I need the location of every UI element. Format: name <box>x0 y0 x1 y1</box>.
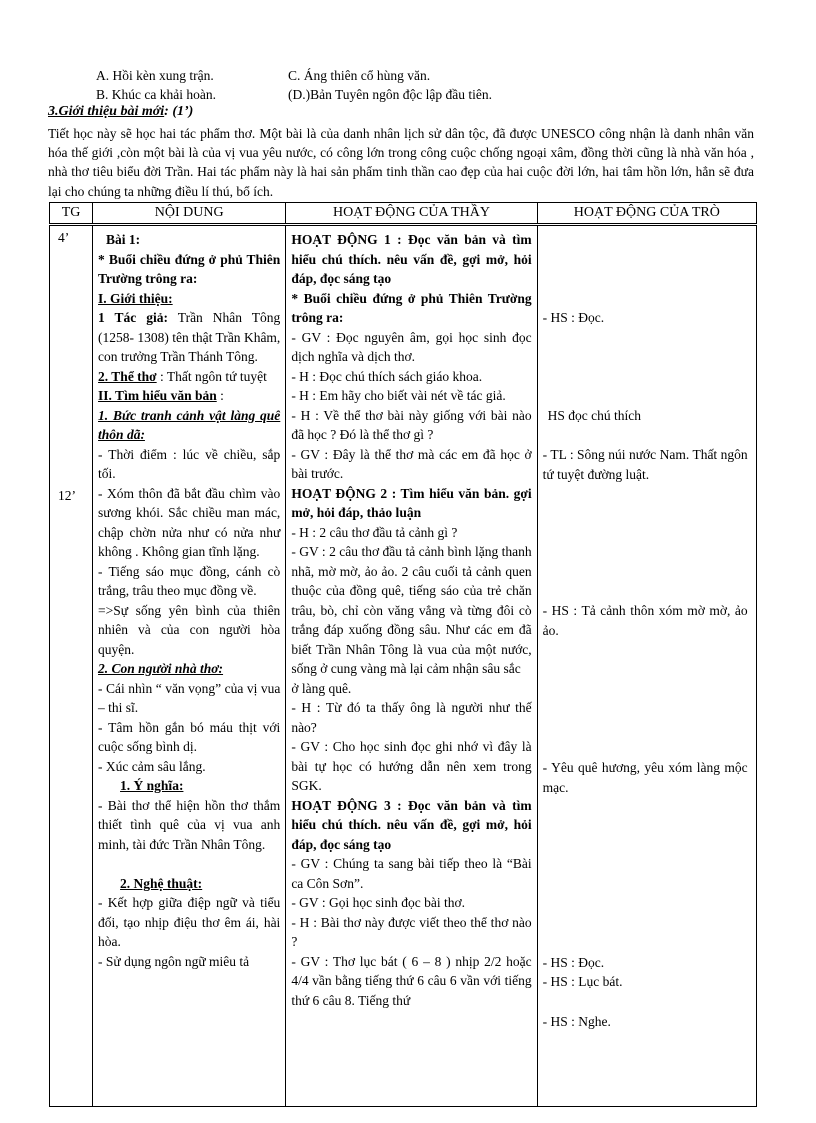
section-title: 3.Giới thiệu bài mới <box>48 104 165 119</box>
student-line: - Yêu quê hương, yêu xóm làng mộc mạc. <box>542 760 748 795</box>
content-line: - GV : Cho học sinh đọc ghi nhớ vì đây là bài tự học có hướng dẫn nên xem trong SGK. <box>291 739 532 793</box>
heading-gioithieu: I. Giới thiệu: <box>98 290 173 306</box>
content-line: - H : Bài thơ này được viết theo thể thơ nào ? <box>291 914 532 949</box>
header-noidung: NỘI DUNG <box>93 203 286 225</box>
student-line: HS đọc chú thích <box>547 408 642 423</box>
content-line: - GV : 2 câu thơ đầu tả cảnh bình lặng thanh nhã, mờ mờ, ảo ảo. 2 câu cuối tả cảnh quen thuộc của đồng quê, tiếng sáo của trẻ chăn trâu, bò, chỉ còn văng vẳng và từng đôi cò trắng đáp xuống đồng sâu. Như các em đã biết Trần Nhân Tông là vua của một nước, sống ở cung vàng mà lại cảm nhận sâu sắc <box>291 544 532 676</box>
section-time: : (1’) <box>164 104 194 119</box>
text-theotho: : Thất ngôn tứ tuyệt <box>156 368 267 384</box>
thay-cell <box>286 225 537 1107</box>
content-line: - Cái nhìn “ văn vọng” của vị vua – thi sĩ. <box>98 680 281 715</box>
content-line: - Tâm hồn gắn bó máu thịt với cuộc sống bình dị. <box>98 719 281 754</box>
content-line: - Sử dụng ngôn ngữ miêu tả <box>98 953 250 969</box>
label-theotho: 2. Thể thơ <box>98 368 157 384</box>
content-line: - GV : Đây là thể thơ mà các em đã học ở bài trước. <box>291 446 532 481</box>
content-line: ở làng quê. <box>291 680 352 696</box>
heading-buctranh: 1. Bức tranh cảnh vật làng quê thôn dã: <box>98 407 281 442</box>
student-line: - HS : Tả cảnh thôn xóm mờ mờ, ảo ảo. <box>542 603 748 638</box>
student-line: - TL : Sông núi nước Nam. Thất ngôn tứ tuyệt đường luật. <box>542 447 748 482</box>
header-tg: TG <box>50 203 93 225</box>
section-heading <box>48 104 193 120</box>
table-header-row <box>50 203 757 225</box>
content-line: - H : Từ đó ta thấy ông là người như thế nào? <box>291 700 532 735</box>
activity-heading: HOẠT ĐỘNG 3 : Đọc văn bản và tìm hiểu chú thích. nêu vấn đề, gợi mở, hỏi đáp, đọc sáng tạo <box>291 797 532 852</box>
option-a: A. Hồi kèn xung trận. <box>96 68 214 83</box>
heading-timhieu: II. Tìm hiểu văn bản <box>98 388 217 403</box>
heading-nghethuat: 2. Nghệ thuật: <box>120 875 203 891</box>
student-line: - HS : Đọc. <box>542 310 605 325</box>
lesson-number: Bài 1: <box>106 232 141 247</box>
content-line: - H : Em hãy cho biết vài nét về tác giả. <box>291 388 506 403</box>
colon: : <box>216 388 224 403</box>
content-line: =>Sự sống yên bình của thiên nhiên và của con người hòa quyện. <box>98 602 281 657</box>
heading-connguoi: 2. Con người nhà thơ: <box>98 661 224 676</box>
header-tro: HOẠT ĐỘNG CỦA TRÒ <box>537 203 756 225</box>
header-thay: HOẠT ĐỘNG CỦA THẦY <box>286 203 537 225</box>
content-line: - Tiếng sáo mục đồng, cánh cò trắng, trâu theo mục đồng về. <box>98 563 281 598</box>
content-line: - H : Đọc chú thích sách giáo khoa. <box>291 368 483 384</box>
option-b: B. Khúc ca khải hoàn. <box>96 87 216 102</box>
tg-value: 4’ <box>58 230 70 245</box>
tro-cell <box>537 225 756 1107</box>
intro-paragraph: Tiết học này sẽ học hai tác phẩm thơ. Một bài là của danh nhân lịch sử dân tộc, đã được UNESCO công nhận là danh nhân văn hóa thế giới ,còn một bài là của vị vua yêu nước, có công lớn trong công cuộc chống ngoại xâm, đồng thời cũng là nhà văn hóa , nhà thơ tiêu biểu đời Trần. Hai tác phẩm này là hai sản phẩm tinh thần cao đẹp của hai cuộc đời lớn, hai tâm hồn lớn, hẳn sẽ đưa lại cho chúng ta những điều lí thú, bổ ích. <box>48 126 754 199</box>
answer-options <box>96 66 596 104</box>
student-line: - HS : Nghe. <box>542 1014 611 1029</box>
content-line: - Kết hợp giữa điệp ngữ và tiểu đối, tạo nhịp điệu thơ êm ái, hài hòa. <box>98 895 281 949</box>
content-line: - Bài thơ thể hiện hồn thơ thắm thiết tình quê của vị vua anh minh, tài đức Trần Nhân Tông. <box>98 797 281 852</box>
content-line: - GV : Gọi học sinh đọc bài thơ. <box>291 895 466 910</box>
option-c: C. Áng thiên cổ hùng văn. <box>288 68 431 83</box>
poem-title: * Buổi chiều đứng ở phủ Thiên Trường trông ra: <box>291 290 532 325</box>
content-line: - H : Về thể thơ bài này giống với bài nào đã học ? Đó là thể thơ gì ? <box>291 407 532 442</box>
content-line: - Thời điểm : lúc về chiều, sắp tối. <box>98 446 281 481</box>
content-line: - H : 2 câu thơ đầu tả cảnh gì ? <box>291 524 458 540</box>
tg-value: 12’ <box>58 488 76 503</box>
tg-cell <box>50 225 93 1107</box>
student-line: - HS : Lục bát. <box>542 974 623 989</box>
activity-heading: HOẠT ĐỘNG 2 : Tìm hiểu văn bản. gợi mở, hỏi đáp, thảo luận <box>291 485 532 520</box>
label-tacgia: 1 Tác giả: <box>98 310 169 325</box>
text-tacgia: Trần Nhân Tông (1258- 1308) tên thật Trần Khâm, con trưởng Trần Thánh Tông. <box>98 310 281 364</box>
heading-ynghia: 1. Ý nghĩa: <box>120 778 184 793</box>
poem-title: * Buổi chiều đứng ở phủ Thiên Trường trông ra: <box>98 251 281 286</box>
lesson-table <box>49 202 757 1107</box>
noidung-cell <box>93 225 286 1107</box>
content-line: - Xóm thôn đã bắt đầu chìm vào sương khói. Sắc chiều man mác, chập chờn nửa như có nửa như không . Không gian tĩnh lặng. <box>98 485 281 559</box>
option-d: (D.)Bản Tuyên ngôn độc lập đầu tiên. <box>288 87 492 102</box>
content-line: - GV : Đọc nguyên âm, gọi học sinh đọc dịch nghĩa và dịch thơ. <box>291 329 532 364</box>
table-row <box>50 225 757 1107</box>
student-line: - HS : Đọc. <box>542 955 605 970</box>
content-line: - GV : Chúng ta sang bài tiếp theo là “Bài ca Côn Sơn”. <box>291 856 532 891</box>
content-line: - Xúc cảm sâu lắng. <box>98 758 206 774</box>
content-line: - GV : Thơ lục bát ( 6 – 8 ) nhịp 2/2 hoặc 4/4 vần bằng tiếng thứ 6 câu 6 vần với tiếng thứ 6 câu 8. Tiếng thứ <box>291 953 532 1008</box>
activity-heading: HOẠT ĐỘNG 1 : Đọc văn bản và tìm hiểu chú thích. nêu vấn đề, gợi mở, hỏi đáp, đọc sáng tạo <box>291 232 532 286</box>
